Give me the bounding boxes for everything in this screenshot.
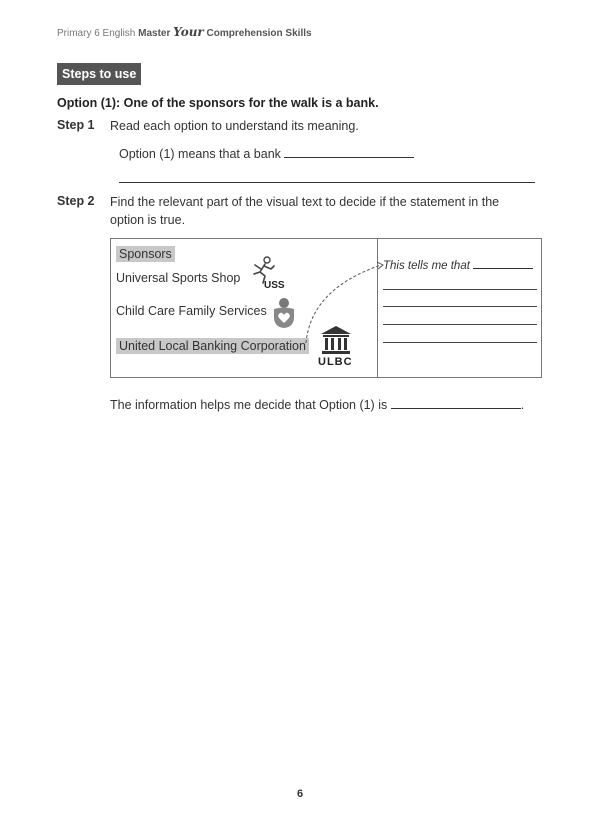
tells-me-line-2[interactable] [383, 306, 537, 307]
conclusion-row [110, 396, 524, 414]
step1-label: Step 1 [57, 118, 95, 132]
sponsors-heading: Sponsors [116, 246, 175, 262]
conclusion-text: The information helps me decide that Option (1) is [110, 398, 388, 412]
sponsor-ulbc-name: United Local Banking Corporation [116, 338, 309, 354]
header-prefix: Primary 6 English [57, 28, 136, 39]
step1-prompt-row [119, 145, 414, 163]
tells-me-line-3[interactable] [383, 324, 537, 325]
header-master: Master [138, 28, 171, 39]
step2-text: Find the relevant part of the visual text to decide if the statement in the option is true. [110, 195, 500, 227]
page-header [57, 25, 312, 39]
ulbc-logo-text: ULBC [318, 356, 353, 368]
visual-text-box [110, 238, 542, 378]
page-number: 6 [296, 788, 304, 800]
uss-logo-text: USS [264, 280, 285, 291]
steps-to-use-tag: Steps to use [57, 63, 141, 85]
step2-label: Step 2 [57, 194, 95, 208]
tells-me-line-4[interactable] [383, 342, 537, 343]
dashed-connector-arrow [301, 259, 391, 349]
option-title: Option (1): One of the sponsors for the walk is a bank. [57, 96, 379, 110]
step1-text: Read each option to understand its meaning. [110, 119, 359, 133]
tells-me-line-1[interactable] [383, 289, 537, 290]
conclusion-period: . [520, 398, 525, 412]
sponsor-uss-name: Universal Sports Shop [116, 271, 241, 285]
tells-me-label: This tells me that [383, 260, 470, 272]
header-your-logo: Your [173, 25, 204, 39]
step1-answer-line[interactable] [284, 157, 414, 158]
tells-me-line-0[interactable] [473, 268, 533, 269]
tells-me-row [383, 260, 533, 272]
header-suffix: Comprehension Skills [206, 28, 312, 39]
sponsor-ccfs-name: Child Care Family Services [116, 304, 267, 318]
step1-prompt: Option (1) means that a bank [119, 147, 281, 161]
step1-answer-line-2[interactable] [119, 182, 535, 183]
conclusion-answer-line[interactable] [391, 408, 521, 409]
heart-hands-icon [271, 297, 297, 329]
